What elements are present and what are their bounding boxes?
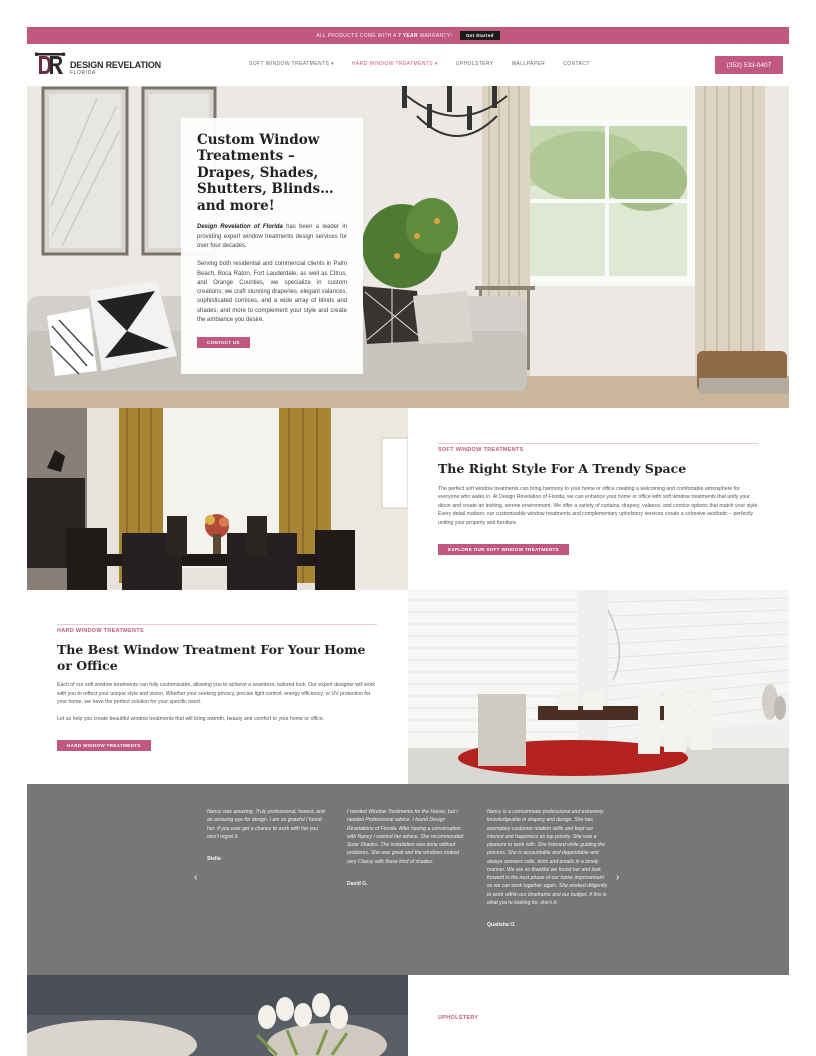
nav-soft-window-treatments[interactable]: SOFT WINDOW TREATMENTS ▾ — [249, 61, 334, 67]
testimonials-section — [27, 784, 789, 975]
soft-kicker: SOFT WINDOW TREATMENTS — [438, 447, 524, 453]
logo-line2: FLORIDA — [70, 70, 96, 76]
dining-room-photo — [27, 408, 408, 590]
hard-body-2: Let us help you create beautiful window treatments that will bring warmth, beauty and comfort to your home or office. — [57, 715, 325, 722]
hard-title: The Best Window Treatment For Your Home or Office — [57, 642, 366, 673]
hero-card — [181, 118, 363, 374]
contact-us-button[interactable]: CONTACT US — [197, 337, 250, 348]
upholstery-photo — [27, 975, 408, 1056]
hard-kicker: HARD WINDOW TREATMENTS — [57, 628, 144, 634]
chevron-left-icon[interactable]: ‹ — [194, 872, 198, 883]
testimonial-quote: I needed Window Treatments for the House, but I needed Professional advice. I found Design Revelations of Florida. After having a conversation with Nancy I wanted her advice. She recommended Solar Shades. The installation was done without problems. She was great and the windows looked very Classy with these kind of shades. — [347, 809, 464, 865]
explore-soft-treatments-button[interactable]: EXPLORE OUR SOFT WINDOW TREATMENTS — [438, 544, 569, 555]
testimonial-card — [347, 808, 469, 888]
chevron-down-icon: ▾ — [330, 61, 334, 67]
testimonial-quote: Nancy is a consummate professional and extremely knowledgeable in drapery and design. She has exemplary customer relation skills and kept our interest and happiness as top priority. She was a pleasure to work with. She listened while guiding the process. She is accountable and dependable and always answers calls, texts and emails in a timely manner. We are so thankful we found her and look forward to the next phase of our home improvement so we can work together again. She worked diligently to work within our timeframe and our budget. If this is what you're looking for, she's it. — [487, 809, 608, 906]
logo-mark-icon — [35, 52, 67, 76]
divider — [57, 624, 377, 625]
nav-upholstery[interactable]: UPHOLSTERY — [455, 61, 494, 67]
hard-treatments-text — [27, 590, 408, 784]
chevron-down-icon: ▾ — [434, 61, 438, 67]
testimonial-author: David G. — [347, 880, 368, 887]
hero-intro: Design Revelation of Florida has been a leader in providing expert window treatments design services for over four decades. — [197, 224, 348, 249]
nav-contact[interactable]: CONTACT — [563, 61, 590, 67]
main-nav — [249, 61, 608, 67]
logo[interactable] — [35, 52, 161, 76]
nav-hard-window-treatments[interactable]: HARD WINDOW TREATMENTS ▾ — [351, 61, 438, 67]
hard-treatments-button[interactable]: HARD WINDOW TREATMENTS — [57, 740, 151, 751]
testimonial-author: Quatisha O. — [487, 922, 516, 928]
testimonial-quote: Nancy was amazing. Truly professional, honest, and an amazing eye for design. I am so grateful I found her. If you ever get a chance to work with her you won't regret it. — [207, 809, 325, 840]
soft-treatments-text — [408, 408, 789, 590]
hard-treatments-section — [27, 590, 789, 784]
phone-button[interactable]: (352) 533-0407 — [715, 56, 783, 74]
nav-wallpaper[interactable]: WALLPAPER — [511, 61, 546, 67]
upholstery-section — [27, 975, 789, 1056]
promo-bar — [27, 27, 789, 44]
hero-services: Serving both residential and commercial clients in Palm Beach, Boca Raton, Fort Lauderdale, as well as Citrus, and Orange Counties, we specialize in custom creations; we craft stunning draperies, elegant valances, sophisticated cornices, and a wide array of blinds and shades, and more to complement your style and create the ambiance you desire. — [197, 261, 347, 324]
testimonial-card — [487, 808, 609, 929]
soft-title: The Right Style For A Trendy Space — [438, 461, 687, 476]
chevron-right-icon[interactable]: › — [616, 872, 620, 883]
soft-body: The perfect soft window treatments can bring harmony to your home or office creating a welcoming and comfortable atmosphere for everyone who walks in. At Design Revelation of Florida, we can enhance your home or office with soft window treatments that unify your décor and create an inviting, serene environment. We offer a variety of curtains, drapery, valance, and cornice options that match your style. Every detail matters; our customizable window treatments and complementary upholstery services create a cohesive aesthetic – perfectly uniting your property and furniture. — [438, 485, 759, 526]
logo-line1: DESIGN REVELATION — [70, 60, 161, 70]
site-header — [27, 44, 789, 86]
hero-section — [27, 86, 789, 408]
soft-treatments-section — [27, 408, 789, 590]
shades-dining-photo — [408, 590, 789, 784]
upholstery-kicker: UPHOLSTERY — [438, 1015, 479, 1021]
hard-body-1: Each of our soft window treatments can fully customizable, allowing you to achieve a seamless, tailored look. Our expert designer will work with you to reflect your unique style and vision. Whether your seeking privacy, precise light control, energy efficiency, or UV protection for your home, we have the perfect solution for your specific need. — [57, 682, 376, 706]
promo-text: ALL PRODUCTS COME WITH A 7 YEAR WARRANTY! — [316, 32, 453, 39]
testimonial-author: Stella — [207, 856, 221, 862]
logo-text — [70, 61, 161, 76]
get-started-button[interactable]: Get Started — [460, 31, 500, 40]
divider — [438, 443, 758, 444]
hero-image — [27, 86, 789, 408]
hero-title: Custom Window Treatments – Drapes, Shades, Shutters, Blinds…and more! — [197, 132, 334, 214]
testimonial-card — [207, 808, 329, 863]
